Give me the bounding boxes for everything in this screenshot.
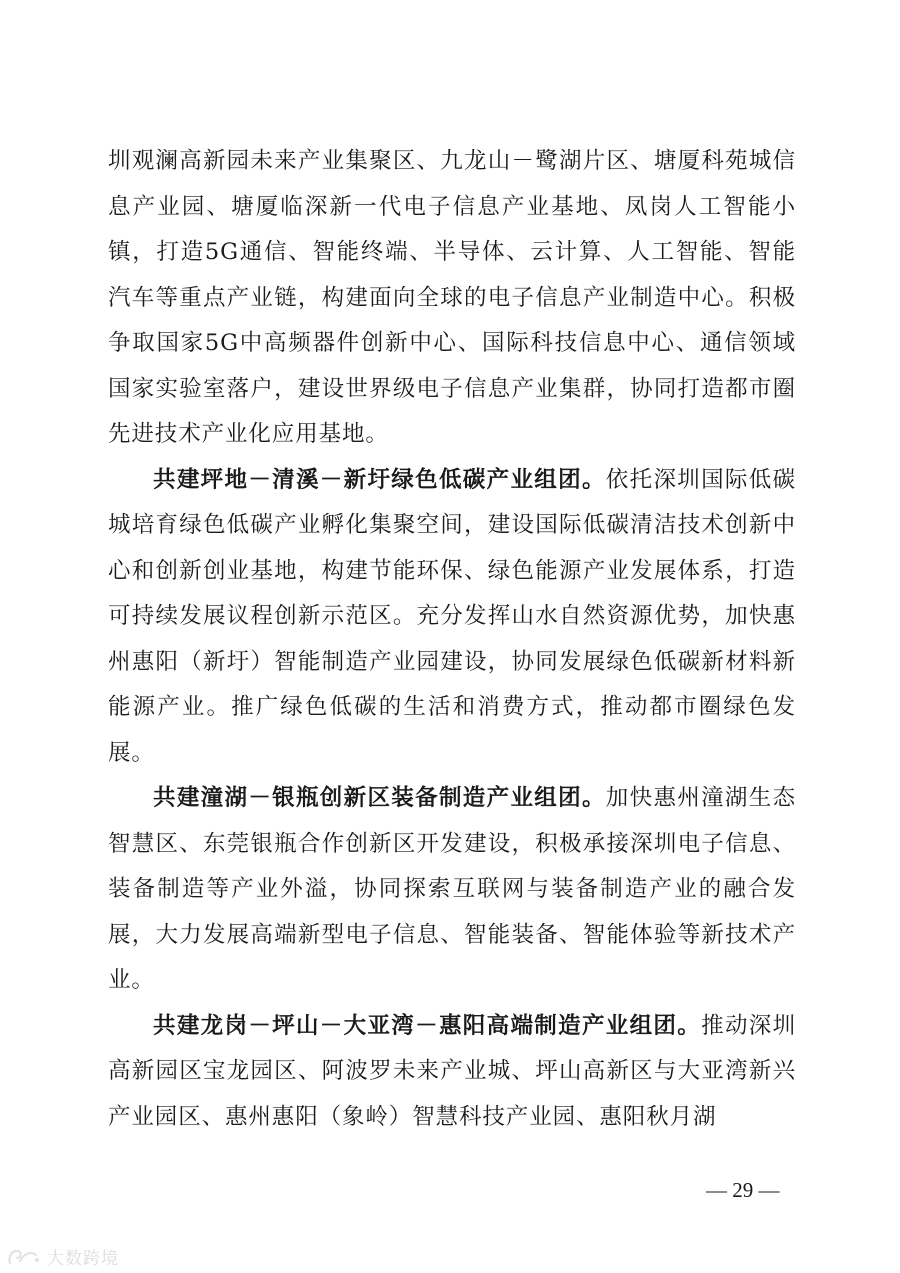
watermark-logo-icon [6, 1245, 42, 1267]
paragraph-text: 圳观澜高新园未来产业集聚区、九龙山－鹭湖片区、塘厦科苑城信息产业园、塘厦临深新一代电子信息产业基地、凤岗人工智能小镇，打造5G通信、智能终端、半导体、云计算、人工智能、智能汽车等重点产业链，构建面向全球的电子信息产业制造中心。积极争取国家5G中高频器件创新中心、国际科技信息中心、通信领域国家实验室落户，建设世界级电子信息产业集群，协同打造都市圈先进技术产业化应用基地。 [108, 148, 796, 447]
paragraph-text: 推动深圳高新园区宝龙园区、阿波罗未来产业城、坪山高新区与大亚湾新兴产业园区、惠州惠阳（象岭）智慧科技产业园、惠阳秋月湖 [108, 1012, 797, 1130]
paragraph-pingdi-cluster [108, 458, 796, 777]
watermark [6, 1243, 119, 1269]
paragraph-tonghu-cluster [108, 776, 796, 1004]
paragraph-lead: 共建龙岗－坪山－大亚湾－惠阳高端制造产业组团。 [153, 1012, 702, 1039]
paragraph-text: 依托深圳国际低碳城培育绿色低碳产业孵化集聚空间，建设国际低碳清洁技术创新中心和创新创业基地，构建节能环保、绿色能源产业发展体系，打造可持续发展议程创新示范区。充分发挥山水自然资源优势，加快惠州惠阳（新圩）智能制造产业园建设，协同发展绿色低碳新材料新能源产业。推广绿色低碳的生活和消费方式，推动都市圈绿色发展。 [108, 466, 796, 766]
paragraph-continued [108, 139, 796, 458]
paragraph-lead: 共建坪地－清溪－新圩绿色低碳产业组团。 [153, 466, 606, 493]
document-body [108, 139, 796, 1140]
paragraph-text: 加快惠州潼湖生态智慧区、东莞银瓶合作创新区开发建设，积极承接深圳电子信息、装备制造等产业外溢，协同探索互联网与装备制造产业的融合发展，大力发展高端新型电子信息、智能装备、智能体验等新技术产业。 [108, 785, 796, 993]
paragraph-lead: 共建潼湖－银瓶创新区装备制造产业组团。 [153, 785, 606, 811]
page-number: — 29 — [706, 1178, 780, 1202]
watermark-text: 大数跨境 [47, 1248, 119, 1269]
paragraph-longgang-cluster [108, 1004, 796, 1141]
